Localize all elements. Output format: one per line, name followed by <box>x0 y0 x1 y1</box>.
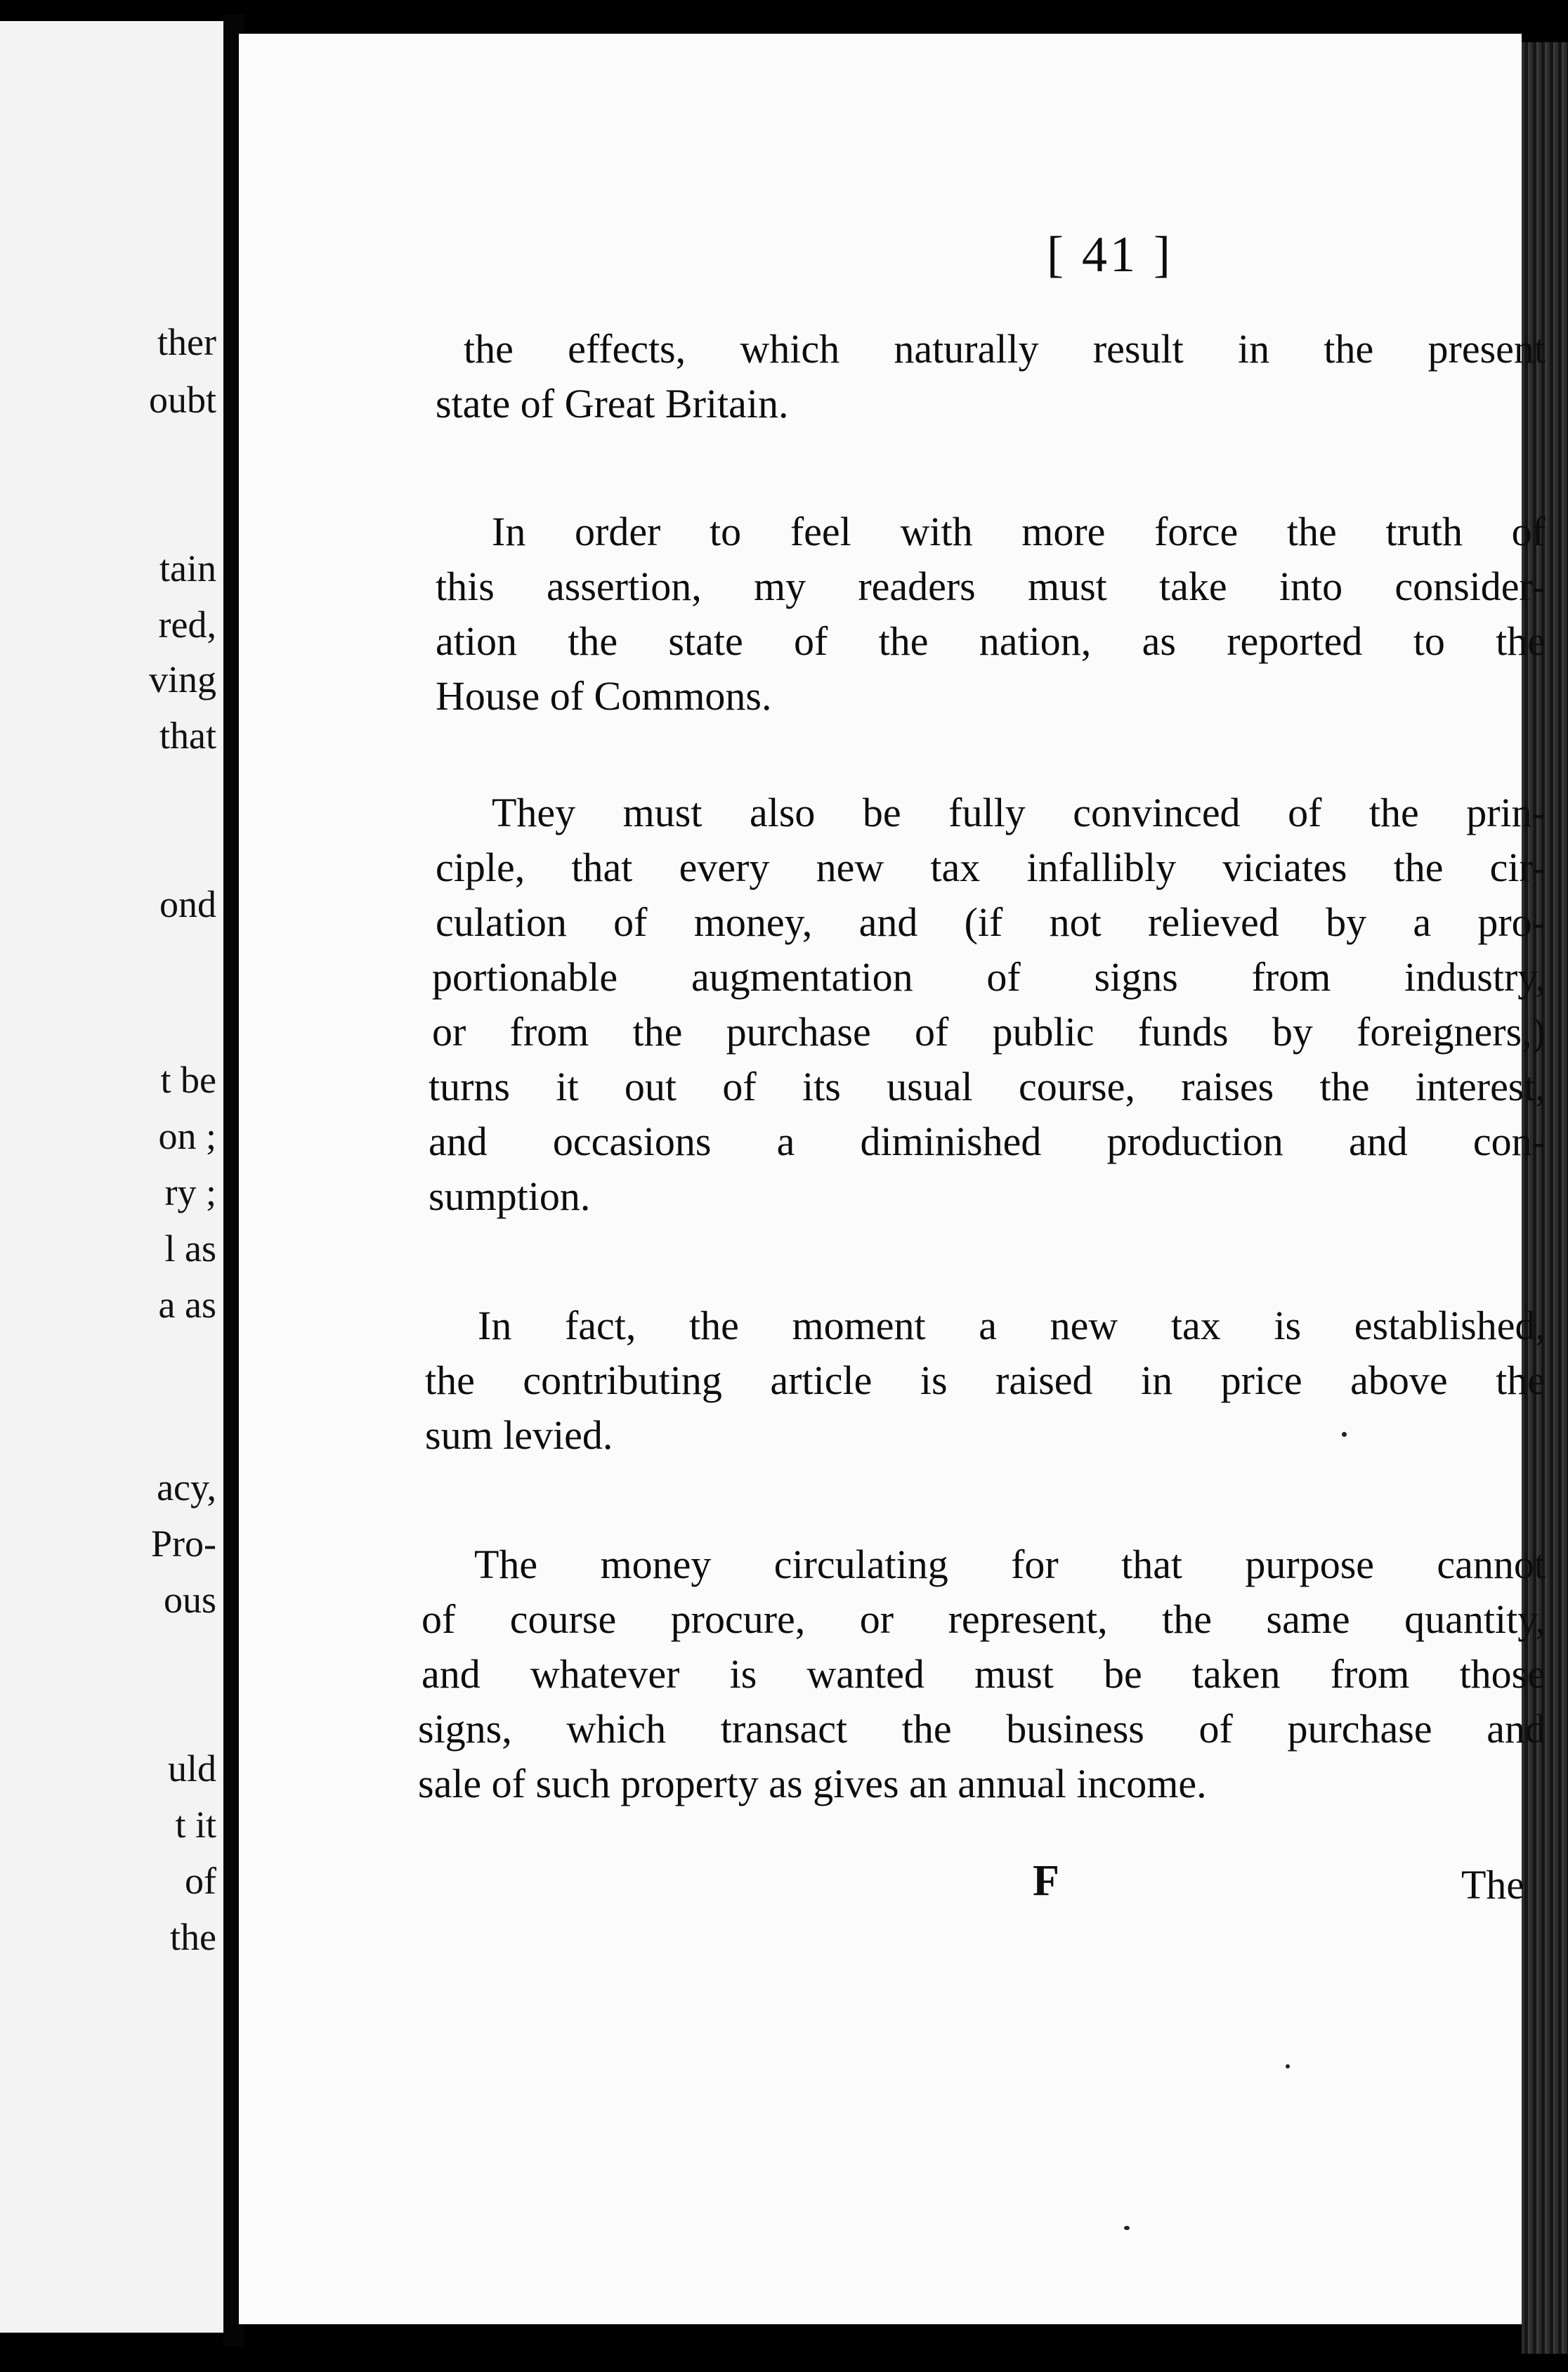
text-line: culation of money, and (if not relieved by a pro- <box>436 899 1546 945</box>
text-line: or from the purchase of public funds by foreigners,) <box>432 1009 1546 1055</box>
facing-page-word: ving <box>148 658 216 700</box>
facing-page-fragment <box>0 21 229 2333</box>
text-line: ciple, that every new tax infallibly viciates the cir- <box>436 845 1546 890</box>
facing-page-word: t it <box>175 1804 216 1846</box>
text-line: turns it out of its usual course, raises the interest, <box>429 1064 1546 1109</box>
text-line: the contributing article is raised in price above the <box>425 1357 1546 1403</box>
text-line: state of Great Britain. <box>436 381 789 426</box>
text-line: In order to feel with more force the truth of <box>492 509 1546 554</box>
book-page <box>239 34 1546 2324</box>
facing-page-word: ous <box>163 1579 216 1621</box>
text-line: and occasions a diminished production and con- <box>429 1119 1546 1164</box>
facing-page-word: Pro- <box>151 1523 216 1565</box>
text-line: sum levied. <box>425 1412 613 1458</box>
text-line: the effects, which naturally result in the present <box>464 326 1546 372</box>
facing-page-word: of <box>185 1860 216 1902</box>
text-line: portionable augmentation of signs from industry, <box>432 954 1546 1000</box>
page-number: [ 41 ] <box>1047 226 1173 282</box>
facing-page-word: ther <box>157 321 216 363</box>
facing-page-word: t be <box>160 1059 216 1101</box>
ink-speck <box>1286 2064 1290 2068</box>
facing-page-word: on ; <box>158 1115 216 1157</box>
facing-page-word: a as <box>158 1284 216 1326</box>
text-line: House of Commons. <box>436 673 772 719</box>
text-line: The money circulating for that purpose cannot <box>474 1542 1546 1587</box>
facing-page-word: tain <box>159 547 216 589</box>
facing-page-word: l as <box>164 1227 216 1270</box>
text-line: sumption. <box>429 1173 591 1219</box>
facing-page-word: acy, <box>157 1466 216 1508</box>
facing-page-word: ond <box>159 883 216 925</box>
text-line: sale of such property as gives an annual income. <box>418 1761 1207 1806</box>
text-line: signs, which transact the business of purchase and <box>418 1706 1546 1752</box>
text-line: In fact, the moment a new tax is established, <box>478 1303 1546 1348</box>
facing-page-word: that <box>159 715 216 757</box>
facing-page-word: uld <box>167 1747 216 1790</box>
ink-speck <box>1342 1432 1347 1437</box>
signature-mark: F <box>1033 1857 1059 1905</box>
facing-page-word: ry ; <box>164 1171 216 1213</box>
text-line: ation the state of the nation, as reported to the <box>436 618 1546 664</box>
facing-page-word: oubt <box>148 379 216 421</box>
text-line: this assertion, my readers must take into consider- <box>436 563 1546 609</box>
ink-speck <box>1124 2226 1130 2230</box>
text-line: They must also be fully convinced of the prin- <box>492 790 1546 835</box>
facing-page-word: the <box>170 1916 216 1958</box>
text-line: and whatever is wanted must be taken from those <box>422 1651 1546 1697</box>
facing-page-word: red, <box>158 604 216 646</box>
page-edge-stack <box>1522 42 1568 2354</box>
text-line: of course procure, or represent, the same quantity, <box>422 1596 1546 1642</box>
catchword: The <box>1461 1862 1525 1908</box>
